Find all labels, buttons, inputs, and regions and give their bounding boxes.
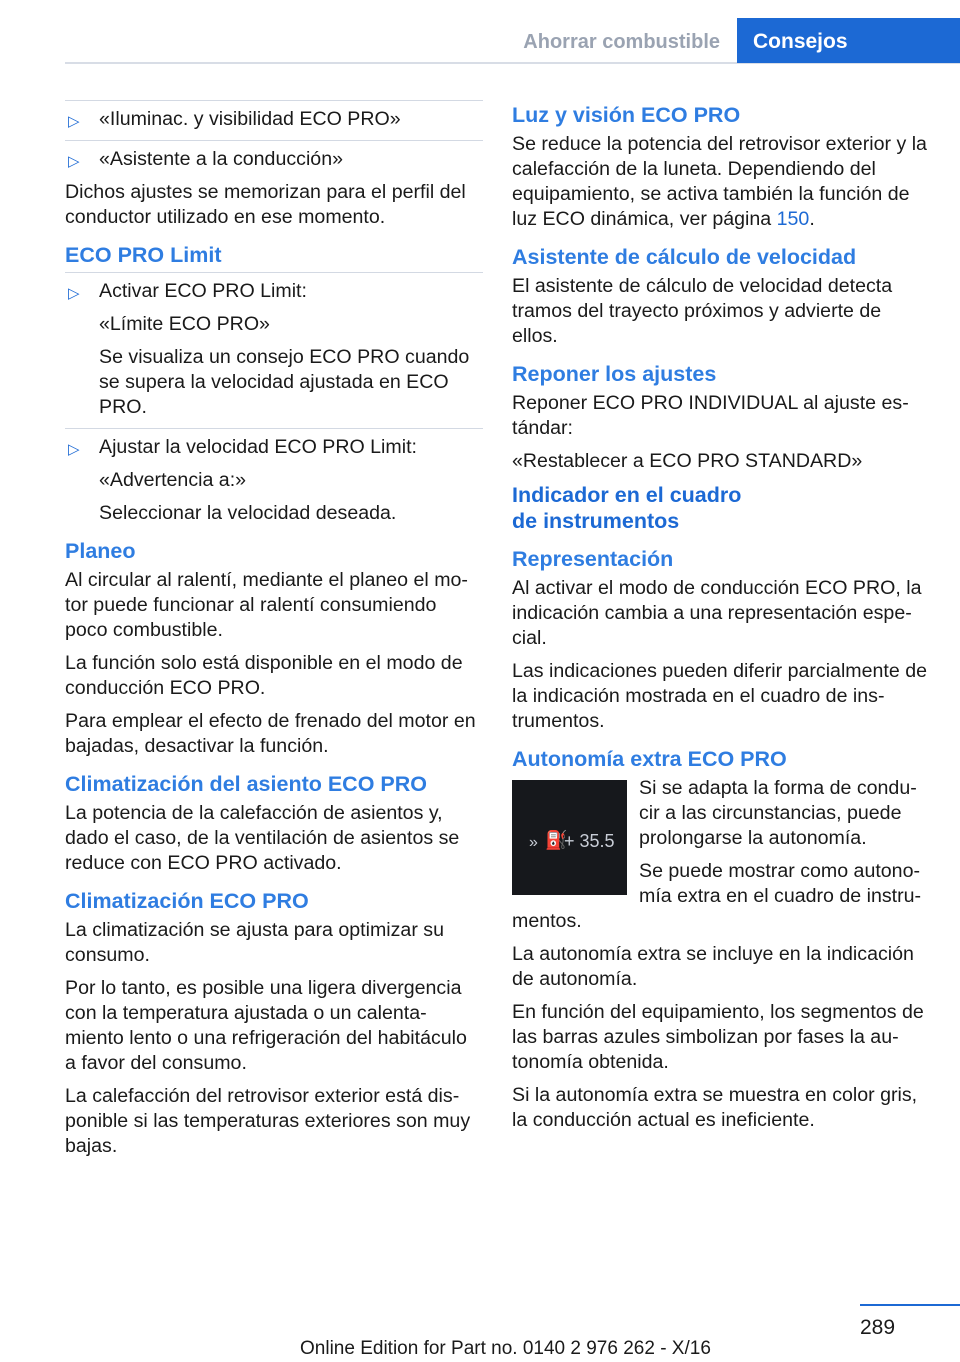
paragraph: Dichos ajustes se memorizan para el perfil del conductor utilizado en ese momento. <box>65 181 466 228</box>
menu-path-text: «Límite ECO PRO» <box>99 313 270 335</box>
paragraph: Si la autonomía extra se muestra en color gris, la conducción actual es ineficiente. <box>512 1084 918 1131</box>
instrument-cluster-image <box>512 780 627 895</box>
paragraph: Al activar el modo de conducción ECO PRO, la indicación cambia a una representación espe‐cial. <box>512 577 922 649</box>
header-chapter-tab: Consejos <box>737 18 960 63</box>
paragraph-text: . <box>809 208 815 230</box>
paragraph: La potencia de la calefacción de asientos y, dado el caso, de la ventilación de asientos se reduce con ECO PRO activado. <box>65 802 460 874</box>
heading-line: de instrumentos <box>512 509 680 533</box>
heading-climatizacion: Climatización ECO PRO <box>65 889 309 913</box>
triangle-bullet-icon: ▷ <box>68 153 80 170</box>
paragraph: El asistente de cálculo de velocidad detecta tramos del trayecto próximos y advierte de ellos. <box>512 275 893 347</box>
right-column <box>512 100 930 1141</box>
header-section-title: Ahorrar combustible <box>523 31 720 53</box>
paragraph: Para emplear el efecto de frenado del motor en bajadas, desactivar la función. <box>65 710 476 757</box>
paragraph: La calefacción del retrovisor exterior está dis‐ponible si las temperaturas exteriores son muy bajas. <box>65 1085 471 1157</box>
paragraph-text: Se reduce la potencia del retrovisor exterior y la calefacción de la luneta. Dependiendo del equipamiento, se activa también la función de luz ECO dinámica, ver página <box>512 133 927 230</box>
heading-planeo: Planeo <box>65 539 136 563</box>
left-column <box>65 100 483 1167</box>
paragraph: La función solo está disponible en el modo de conducción ECO PRO. <box>65 652 463 699</box>
heading-climatizacion-asiento: Climatización del asiento ECO PRO <box>65 772 427 796</box>
page-number: 289 <box>860 1316 896 1339</box>
list-item-text: Se visualiza un consejo ECO PRO cuando se supera la velocidad ajustada en ECO PRO. <box>99 346 470 418</box>
list-item-text: «Asistente a la conducción» <box>99 148 343 170</box>
settings-list <box>65 100 483 172</box>
heading-reponer-ajustes: Reponer los ajustes <box>512 362 717 386</box>
paragraph: Al circular al ralentí, mediante el planeo el mo‐tor puede funcionar al ralentí consumiendo poco combustible. <box>65 569 468 641</box>
triangle-bullet-icon: ▷ <box>68 113 80 130</box>
heading-line: Indicador en el cuadro <box>512 483 742 507</box>
heading-autonomia-extra: Autonomía extra ECO PRO <box>512 747 787 771</box>
fuel-pump-icon: ⛽ <box>545 830 568 850</box>
heading-representacion: Representación <box>512 547 674 571</box>
paragraph: La autonomía extra se incluye en la indicación de autonomía. <box>512 943 914 990</box>
list-item-text: Ajustar la velocidad ECO PRO Limit: <box>99 436 417 458</box>
list-item <box>65 140 483 172</box>
heading-asistente-velocidad: Asistente de cálculo de velocidad <box>512 245 857 269</box>
list-item-text: Seleccionar la velocidad deseada. <box>99 502 397 524</box>
list-item <box>65 428 483 526</box>
list-item <box>65 272 483 420</box>
list-item-text: «Iluminac. y visibilidad ECO PRO» <box>99 108 401 130</box>
double-chevron-icon: » <box>529 834 538 851</box>
extra-range-value: + 35.5 <box>564 831 615 851</box>
heading-eco-pro-limit: ECO PRO Limit <box>65 243 222 267</box>
paragraph: Por lo tanto, es posible una ligera divergencia con la temperatura ajustada o un calenta‐miento lento o una refrigeración del habitáculo a favor del consumo. <box>65 977 467 1074</box>
heading-luz-vision: Luz y visión ECO PRO <box>512 103 741 127</box>
menu-path-text: «Restablecer a ECO PRO STANDARD» <box>512 450 863 472</box>
list-item-text: Activar ECO PRO Limit: <box>99 280 307 302</box>
page-reference-link[interactable]: 150 <box>776 208 810 230</box>
menu-path-text: «Advertencia a:» <box>99 469 247 491</box>
list-item <box>65 100 483 132</box>
heading-indicador-cuadro <box>512 482 930 534</box>
page-number-rule <box>860 1304 960 1306</box>
paragraph: Las indicaciones pueden diferir parcialmente de la indicación mostrada en el cuadro de ins‐trumentos. <box>512 660 927 732</box>
paragraph: Se puede mostrar como autono‐mía extra en el cuadro de instru‐mentos. <box>512 860 922 932</box>
eco-limit-list <box>65 272 483 526</box>
triangle-bullet-icon: ▷ <box>68 285 80 302</box>
paragraph <box>512 132 930 232</box>
triangle-bullet-icon: ▷ <box>68 441 80 458</box>
paragraph: La climatización se ajusta para optimizar su consumo. <box>65 919 444 966</box>
paragraph: Si se adapta la forma de condu‐cir a las circunstancias, puede prolongarse la autonomía. <box>639 777 917 849</box>
paragraph: Reponer ECO PRO INDIVIDUAL al ajuste es‐tándar: <box>512 392 909 439</box>
paragraph: En función del equipamiento, los segmentos de las barras azules simbolizan por fases la au‐tonomía obtenida. <box>512 1001 924 1073</box>
edition-footer: Online Edition for Part no. 0140 2 976 262 - X/16 <box>300 1338 711 1359</box>
